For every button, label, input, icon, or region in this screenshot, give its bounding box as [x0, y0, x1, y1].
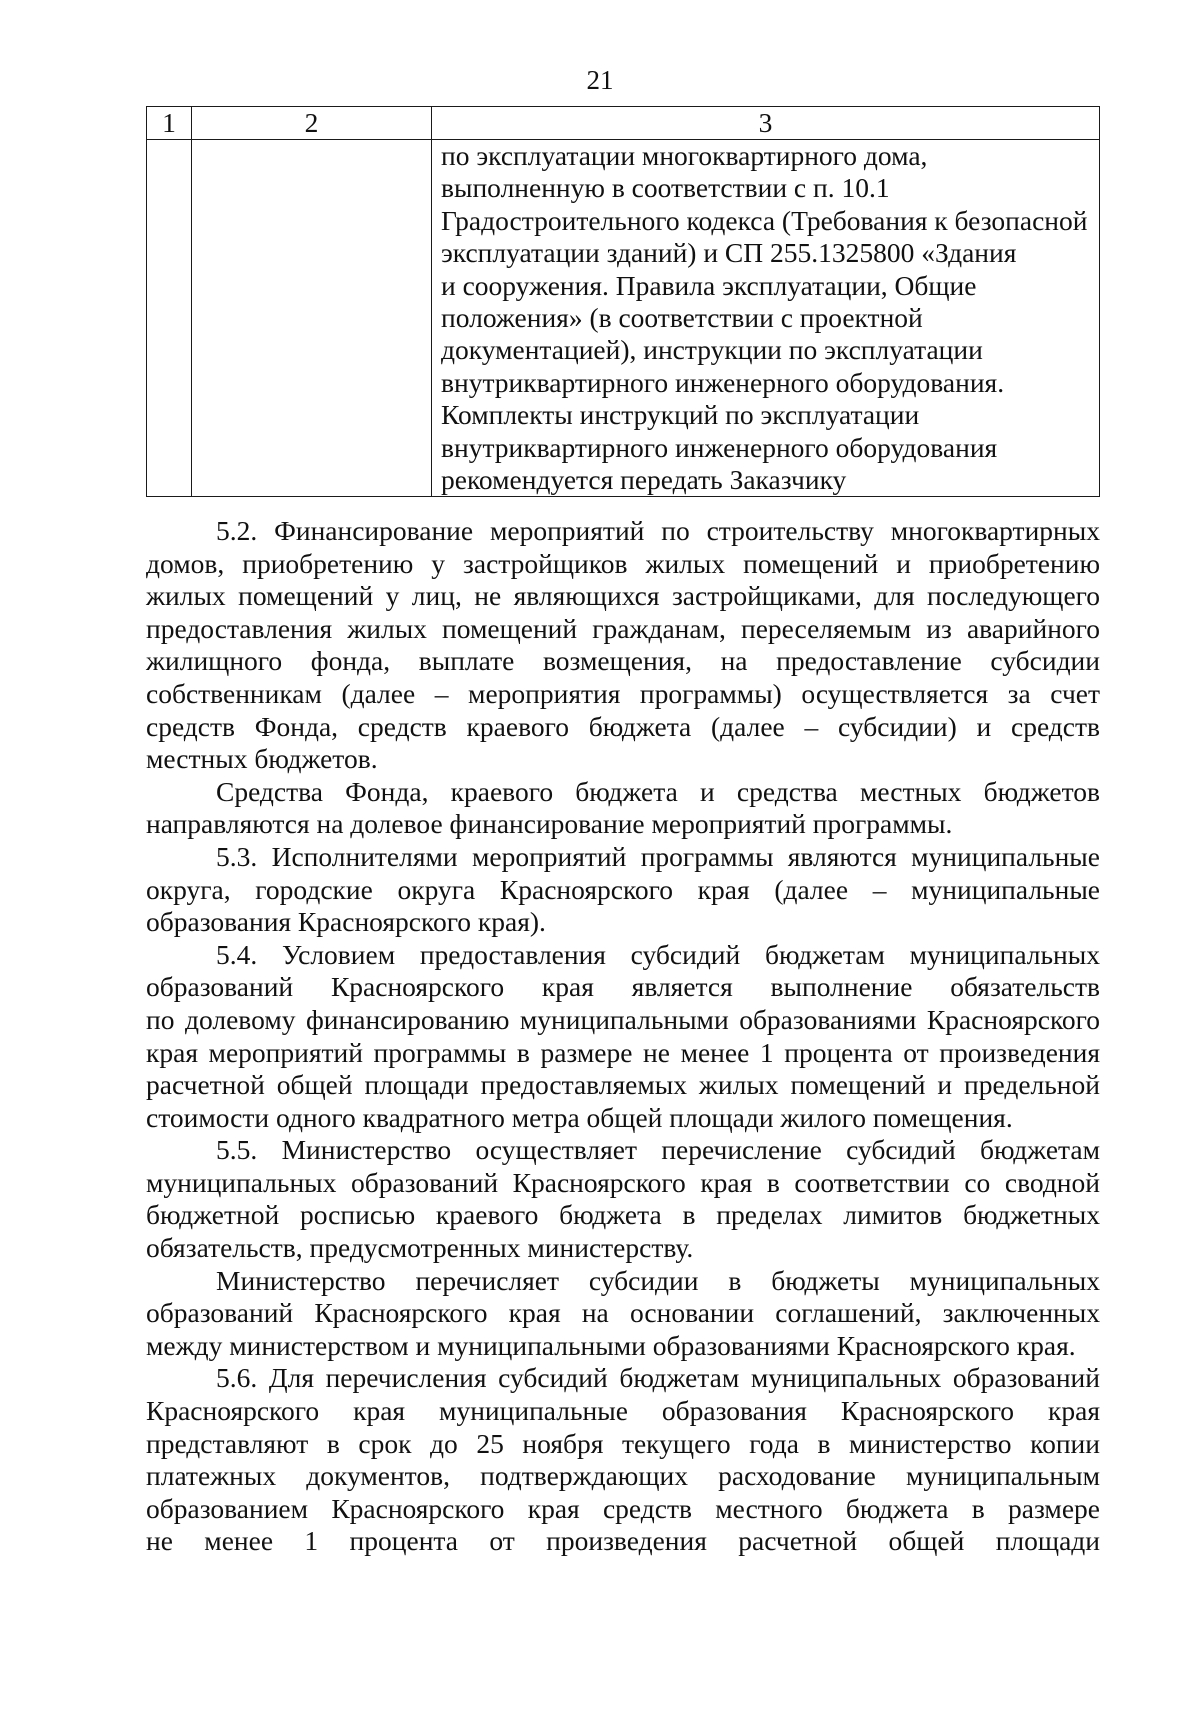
paragraph-line: между министерством и муниципальными образованиями Красноярского края. — [146, 1329, 1076, 1361]
paragraph-line: стоимости одного квадратного метра общей площади жилого помещения. — [146, 1101, 1013, 1133]
paragraph-line: жилищного фонда, выплате возмещения, на предоставление субсидии — [146, 645, 1100, 677]
page-number: 21 — [586, 65, 614, 95]
paragraph-line: предоставления жилых помещений гражданам, переселяемым из аварийного — [146, 612, 1100, 644]
table-cell-line: Комплекты инструкций по эксплуатации — [441, 399, 920, 431]
paragraph-line: Средства Фонда, краевого бюджета и средства местных бюджетов — [216, 775, 1100, 807]
table-header-col-3: 3 — [432, 107, 1100, 140]
paragraph-line: образования Красноярского края). — [146, 906, 546, 938]
table-header-col-1: 1 — [147, 107, 192, 140]
table-cell-line: документацией), инструкции по эксплуатации — [441, 334, 983, 366]
paragraph-line: 5.3. Исполнителями мероприятий программы являются муниципальные — [216, 840, 1100, 872]
paragraph — [146, 1134, 1100, 1264]
paragraph — [146, 1362, 1100, 1558]
continuation-table — [146, 106, 1100, 497]
paragraph — [146, 939, 1100, 1135]
paragraph-line: Министерство перечисляет субсидии в бюджеты муниципальных — [216, 1264, 1100, 1296]
paragraph — [146, 841, 1100, 939]
paragraph-line: 5.4. Условием предоставления субсидий бюджетам муниципальных — [216, 938, 1100, 970]
table-cell-line: положения» (в соответствии с проектной — [441, 302, 923, 334]
paragraph-line: средств Фонда, средств краевого бюджета (далее – субсидии) и средств — [146, 710, 1100, 742]
paragraph-line: не менее 1 процента от произведения расчетной общей площади — [146, 1525, 1100, 1557]
paragraph-line: жилых помещений у лиц, не являющихся застройщиками, для последующего — [146, 580, 1100, 612]
paragraph-line: по долевому финансированию муниципальными образованиями Красноярского — [146, 1003, 1100, 1035]
paragraph-line: образованием Красноярского края средств местного бюджета в размере — [146, 1492, 1100, 1524]
table-cell-col-1 — [147, 140, 192, 497]
table-header-col-2: 2 — [192, 107, 432, 140]
paragraph-line: направляются на долевое финансирование мероприятий программы. — [146, 808, 953, 840]
paragraph-line: расчетной общей площади предоставляемых жилых помещений и предельной — [146, 1069, 1100, 1101]
table-header-row — [147, 107, 1100, 140]
table-cell-line: по эксплуатации многоквартирного дома, — [441, 140, 928, 171]
paragraph — [146, 776, 1100, 841]
table-cell-col-3 — [432, 140, 1100, 497]
table-cell-line: выполненную в соответствии с п. 10.1 — [441, 172, 890, 204]
paragraph-line: муниципальных образований Красноярского края в соответствии со сводной — [146, 1166, 1100, 1198]
table-cell-col-2 — [192, 140, 432, 497]
paragraph-line: обязательств, предусмотренных министерству. — [146, 1232, 694, 1264]
paragraph-line: округа, городские округа Красноярского края (далее – муниципальные — [146, 873, 1100, 905]
paragraph-line: края мероприятий программы в размере не менее 1 процента от произведения — [146, 1036, 1100, 1068]
paragraph — [146, 515, 1100, 776]
table-cell-line: рекомендуется передать Заказчику — [441, 464, 847, 496]
paragraph-line: домов, приобретению у застройщиков жилых помещений и приобретению — [146, 547, 1100, 579]
paragraph-line: Красноярского края муниципальные образования Красноярского края — [146, 1395, 1100, 1427]
table-cell-line: эксплуатации зданий) и СП 255.1325800 «Здания — [441, 237, 1017, 269]
table-row — [147, 140, 1100, 497]
paragraph-line: 5.5. Министерство осуществляет перечисление субсидий бюджетам — [216, 1134, 1100, 1166]
paragraph-line: представляют в срок до 25 ноября текущего года в министерство копии — [146, 1427, 1100, 1459]
table-cell-text — [432, 140, 1099, 496]
paragraph-line: образований Красноярского края является выполнение обязательств — [146, 971, 1100, 1003]
paragraph-line: местных бюджетов. — [146, 743, 378, 775]
paragraph — [146, 1265, 1100, 1363]
table-cell-line: внутриквартирного инженерного оборудования. — [441, 366, 1005, 398]
body-text — [146, 515, 1100, 1558]
paragraph-line: 5.6. Для перечисления субсидий бюджетам муниципальных образований — [216, 1362, 1100, 1394]
paragraph-line: платежных документов, подтверждающих расходование муниципальным — [146, 1460, 1100, 1492]
paragraph-line: 5.2. Финансирование мероприятий по строительству многоквартирных — [216, 515, 1100, 546]
paragraph-line: собственникам (далее – мероприятия программы) осуществляется за счет — [146, 677, 1100, 709]
table-cell-line: Градостроительного кодекса (Требования к безопасной — [441, 204, 1088, 236]
paragraph-line: образований Красноярского края на основании соглашений, заключенных — [146, 1297, 1100, 1329]
paragraph-line: бюджетной росписью краевого бюджета в пределах лимитов бюджетных — [146, 1199, 1100, 1231]
table-cell-line: и сооружения. Правила эксплуатации, Общие — [441, 269, 977, 301]
table-cell-line: внутриквартирного инженерного оборудования — [441, 431, 998, 463]
